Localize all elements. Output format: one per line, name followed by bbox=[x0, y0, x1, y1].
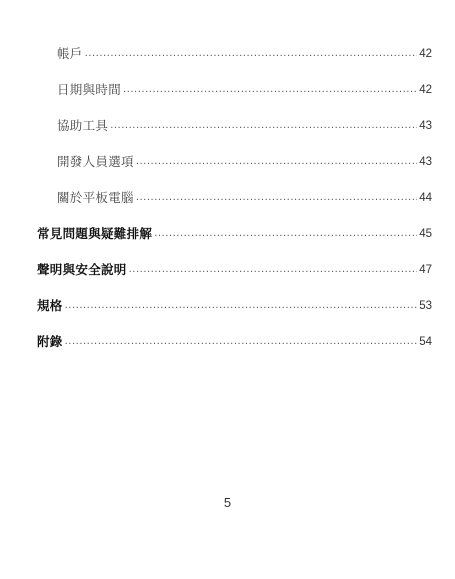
toc-dot-leader bbox=[110, 118, 417, 134]
toc-dot-leader bbox=[65, 334, 418, 350]
toc-entry-title: 帳戶 bbox=[57, 46, 83, 61]
toc-entry-page: 54 bbox=[419, 336, 432, 348]
toc-entry-page: 42 bbox=[419, 48, 432, 60]
toc-entry-safety-notices[interactable] bbox=[37, 258, 432, 278]
toc-entry-appendix[interactable] bbox=[37, 330, 432, 350]
toc-entry-developer-options[interactable] bbox=[57, 150, 432, 170]
toc-entry-accessibility[interactable] bbox=[57, 114, 432, 134]
toc-entry-title: 日期與時間 bbox=[57, 82, 122, 97]
toc-entry-page: 44 bbox=[419, 192, 432, 204]
toc-entry-page: 43 bbox=[419, 156, 432, 168]
toc-entry-title: 關於平板電腦 bbox=[57, 190, 134, 205]
toc-entry-page: 47 bbox=[419, 264, 432, 276]
toc-dot-leader bbox=[129, 262, 418, 278]
toc-dot-leader bbox=[136, 190, 417, 206]
toc-entry-title: 聲明與安全說明 bbox=[37, 262, 127, 277]
toc-dot-leader bbox=[85, 46, 418, 62]
toc-entry-page: 43 bbox=[419, 120, 432, 132]
toc-entry-date-time[interactable] bbox=[57, 78, 432, 98]
toc-entry-page: 42 bbox=[419, 84, 432, 96]
toc-entry-about-tablet[interactable] bbox=[57, 186, 432, 206]
toc-entry-title: 附錄 bbox=[37, 334, 63, 349]
toc-dot-leader bbox=[136, 154, 417, 170]
toc-dot-leader bbox=[154, 226, 417, 242]
toc-entry-accounts[interactable] bbox=[57, 42, 432, 62]
toc-entry-title: 常見問題與疑難排解 bbox=[37, 226, 153, 241]
toc-entry-title: 規格 bbox=[37, 298, 63, 313]
toc-entry-page: 53 bbox=[419, 300, 432, 312]
toc-entry-faq-troubleshooting[interactable] bbox=[37, 222, 432, 242]
toc-entry-title: 協助工具 bbox=[57, 118, 109, 133]
toc-dot-leader bbox=[65, 298, 418, 314]
toc-entry-specifications[interactable] bbox=[37, 294, 432, 314]
toc-dot-leader bbox=[123, 82, 417, 98]
page-number: 5 bbox=[223, 495, 232, 510]
toc-entry-title: 開發人員選項 bbox=[57, 154, 134, 169]
toc-entry-page: 45 bbox=[419, 228, 432, 240]
